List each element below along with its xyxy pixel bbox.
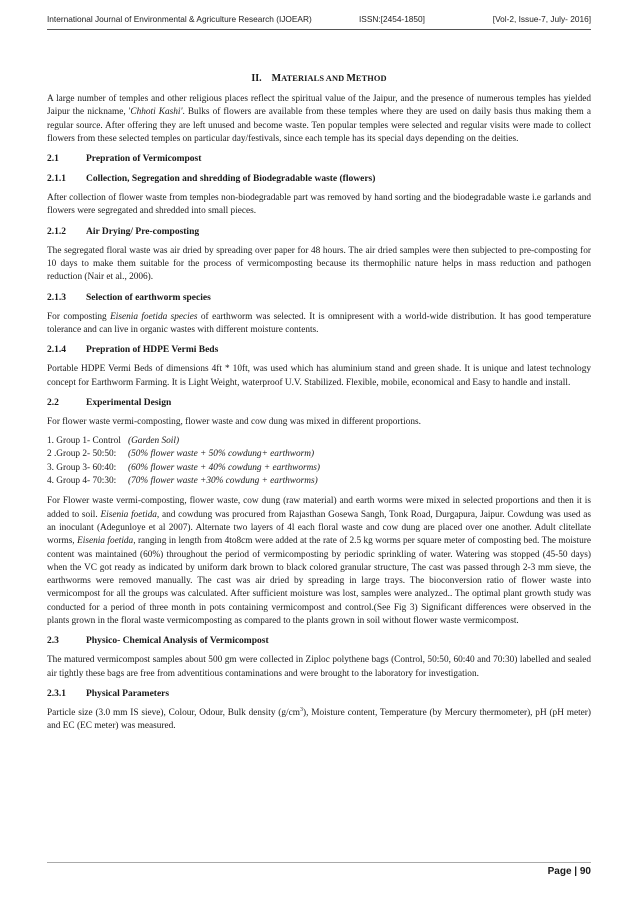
heading-2-1-2: 2.1.2 Air Drying/ Pre-composting — [47, 226, 200, 237]
list-item: 4. Group 4- 70:30: (70% flower waste +30% cowdung + earthworms) — [47, 476, 318, 487]
paragraph-2-2-intro: For flower waste vermi-composting, flower waste and cow dung was mixed in different proportions. — [47, 416, 421, 427]
paragraph-2-1-4: Portable HDPE Vermi Beds of dimensions 4ft * 10ft, was used which has aluminium stand and green shade. It is unique and latest technology concept for Earthworm Farming. It is Light Weight, waterproof U.V. Stabilized. Flexible, mobile, economical and Easy to handle and install. — [47, 364, 591, 388]
title-cap-2: M — [346, 73, 356, 84]
running-header — [47, 12, 591, 28]
heading-2-3-1: 2.3.1 Physical Parameters — [47, 688, 170, 699]
list-item: 3. Group 3- 60:40: (60% flower waste + 40% cowdung + earthworms) — [47, 462, 321, 473]
heading-2-1-4: 2.1.4 Prepration of HDPE Vermi Beds — [47, 345, 219, 356]
list-item: 1. Group 1- Control (Garden Soil) — [47, 436, 180, 447]
title-cap-1: M — [271, 73, 282, 84]
header-divider — [47, 29, 591, 30]
list-item: 2 .Group 2- 50:50: (50% flower waste + 50% cowdung+ earthworm) — [47, 449, 315, 460]
intro-paragraph: A large number of temples and other religious places reflect the spiritual value of the Jaipur, and the presence of numerous temples has yielded Jaipur the nickname, 'Chhoti Kashi'. Bulks of flowers are available from these temples where they are used on daily basis thus making them a regular source. After offering they are left unused and become waste. Ten popular temples were selected and regular visits were made to collect flowers from these selected temples on particular day/festivals, since each temple has its special days depending on the deities. — [47, 94, 591, 144]
paragraph-2-2-body: For Flower waste vermi-composting, flower waste, cow dung (raw material) and earth worms were mixed in selected proportions and then it is added to soil. Eisenia foetida, and cowdung was procured from Rajasthan Gosewa Sangh, Tonk Road, Durgapura, Jaipur. Cowdung was used as an inoculant (Adegunloye et al 2007). Alternate two layers of 4l each floral waste and cow dung are placed over one another. Adult clitellate worms, Eisenia foetida, ranging in length from 4to8cm were added at the rate of 2.5 kg worms per square meter of composting bed. The moisture content was maintained (60%) throughout the period of vermicomposting by periodic sprinkling of water. Watering was stopped (45-50 days) when the VC got ready as indicated by uniform dark brown to black colored granular structure, The cast was passed through 2-3 mm sieve, the earthworms were removed manually. The cast was air dried by spreading in large trays. The bioconversion ratio of flower waste into vermicompost for all the groups was calculated. After sufficient moisture was lost, samples were analyzed.. The optimal plant growth study was conducted for a period of three month in pots containing vermicompost and control.(See Fig 3) Significant differences were observed in the plants grown in the floral waste vermicomposting as compared to the plants grown in soil without flower waste vermicompost. — [47, 496, 591, 627]
title-small-caps-1: ATERIALS AND — [281, 74, 347, 83]
section-number: II. — [251, 73, 262, 84]
heading-2-2: 2.2 Experimental Design — [47, 397, 172, 408]
section-title — [47, 73, 591, 84]
heading-2-1: 2.1 Prepration of Vermicompost — [47, 154, 202, 165]
paragraph-2-1-2: The segregated floral waste was air dried by spreading over paper for 48 hours. The air dried samples were then subjected to pre-composting for 10 days to make them suitable for the process of vermicomposting because its thermophilic nature helps in mass reduction and pathogen reduction (Nair et al., 2006). — [47, 245, 591, 283]
paragraph-2-3-1: Particle size (3.0 mm IS sieve), Colour, Odour, Bulk density $(g/cm^3)$, Moisture content, Temperature (by Mercury thermometer), pH (pH meter) and EC (EC meter) was measured. — [47, 706, 591, 732]
footer-divider — [47, 862, 591, 863]
paragraph-2-1-1: After collection of flower waste from temples non-biodegradable part was removed by hand sorting and the biodegradable waste i.e garlands and flowers were segregated and shredded into small pieces. — [47, 193, 591, 217]
volume-issue: [Vol-2, Issue-7, July- 2016] — [492, 14, 591, 24]
paragraph-2-3: The matured vermicompost samples about 500 gm were collected in Ziploc polythene bags (Control, 50:50, 60:40 and 70:30) labelled and sealed air tightly these bags are free from adventitious contaminations and were brought to the laboratory for investigation. — [47, 655, 591, 679]
page-number: Page | 90 — [547, 866, 591, 877]
group-list — [47, 435, 591, 488]
journal-name: International Journal of Environmental & Agriculture Research (IJOEAR) — [47, 14, 312, 24]
heading-2-1-1: 2.1.1 Collection, Segregation and shredding of Biodegradable waste (flowers) — [47, 174, 376, 185]
heading-2-1-3: 2.1.3 Selection of earthworm species — [47, 292, 211, 303]
paragraph-2-1-3: For composting Eisenia foetida species of earthworm was selected. It is omnipresent with a world-wide distribution. It has good temperature tolerance and can live in organic wastes with different moisture contents. — [47, 311, 591, 335]
title-small-caps-2: ETHOD — [355, 74, 387, 83]
heading-2-3: 2.3 Physico- Chemical Analysis of Vermicompost — [47, 636, 269, 647]
issn: ISSN:[2454-1850] — [359, 14, 425, 24]
body-content — [47, 73, 591, 734]
